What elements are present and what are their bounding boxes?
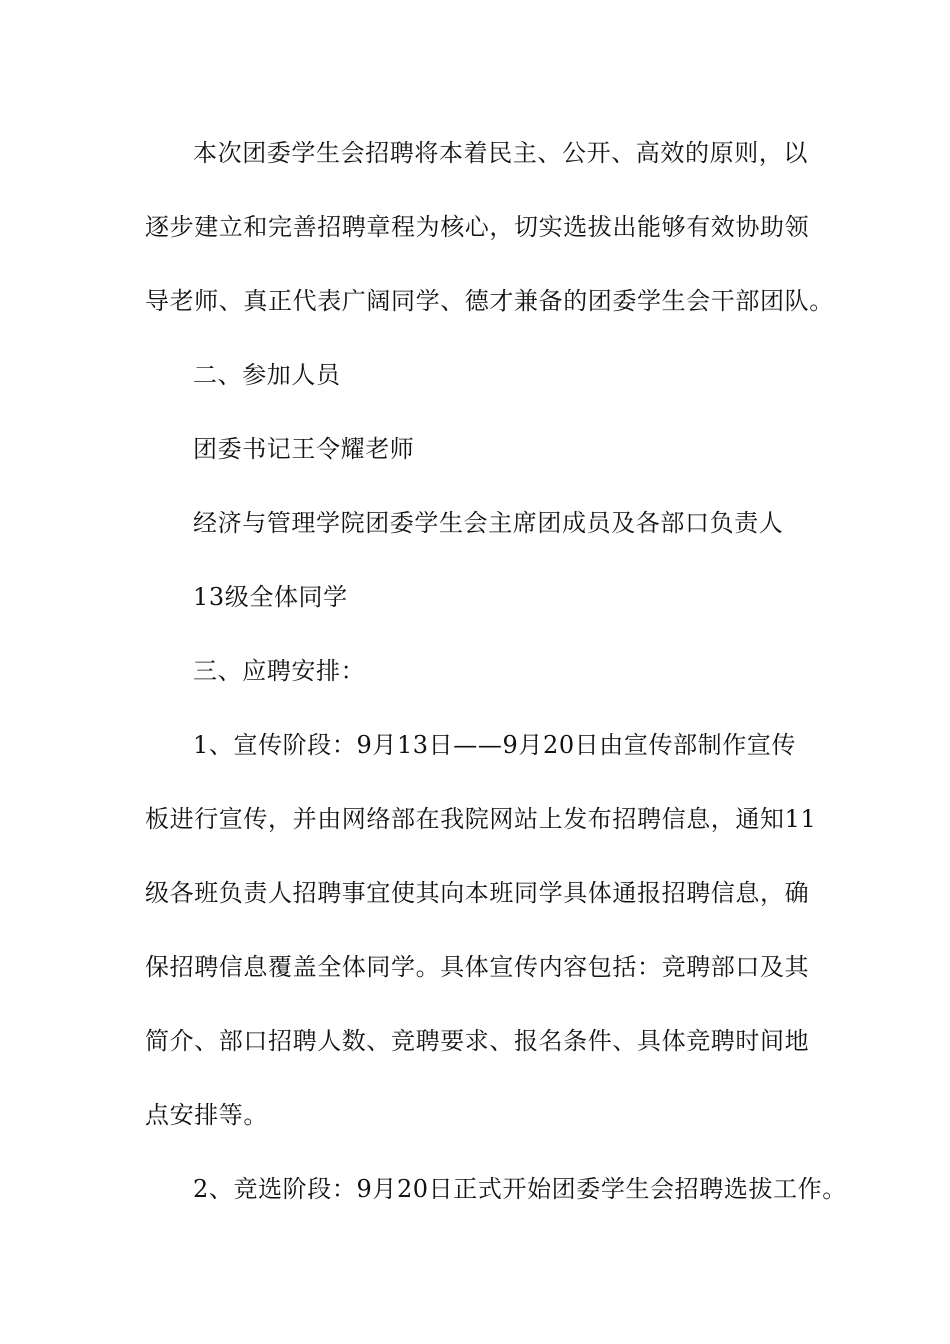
paragraph-publicity-line-6: 点安排等。 [145,1101,268,1129]
paragraph-publicity-line-1: 1、宣传阶段：9月13日——9月20日由宣传部制作宣传 [193,731,797,759]
paragraph-publicity-line-2: 板进行宣传，并由网络部在我院网站上发布招聘信息，通知11 [145,805,817,833]
paragraph-election-line-1: 2、竞选阶段：9月20日正式开始团委学生会招聘选拔工作。 [193,1175,847,1203]
participant-student-union: 经济与管理学院团委学生会主席团成员及各部口负责人 [193,509,784,537]
paragraph-publicity-line-3: 级各班负责人招聘事宜使其向本班同学具体通报招聘信息，确 [145,879,810,907]
section-heading-participants: 二、参加人员 [193,361,341,389]
paragraph-principle-line-2: 逐步建立和完善招聘章程为核心，切实选拔出能够有效协助领 [145,213,810,241]
section-heading-arrangement: 三、应聘安排： [193,657,366,685]
participant-teacher: 团委书记王令耀老师 [193,435,415,463]
paragraph-principle-line-3: 导老师、真正代表广阔同学、德才兼备的团委学生会干部团队。 [145,287,834,315]
paragraph-publicity-line-4: 保招聘信息覆盖全体同学。具体宣传内容包括：竞聘部口及其 [145,953,810,981]
paragraph-publicity-line-5: 简介、部口招聘人数、竞聘要求、报名条件、具体竞聘时间地 [145,1027,810,1055]
paragraph-principle-line-1: 本次团委学生会招聘将本着民主、公开、高效的原则，以 [193,139,808,167]
participant-grade-13: 13级全体同学 [193,583,348,611]
